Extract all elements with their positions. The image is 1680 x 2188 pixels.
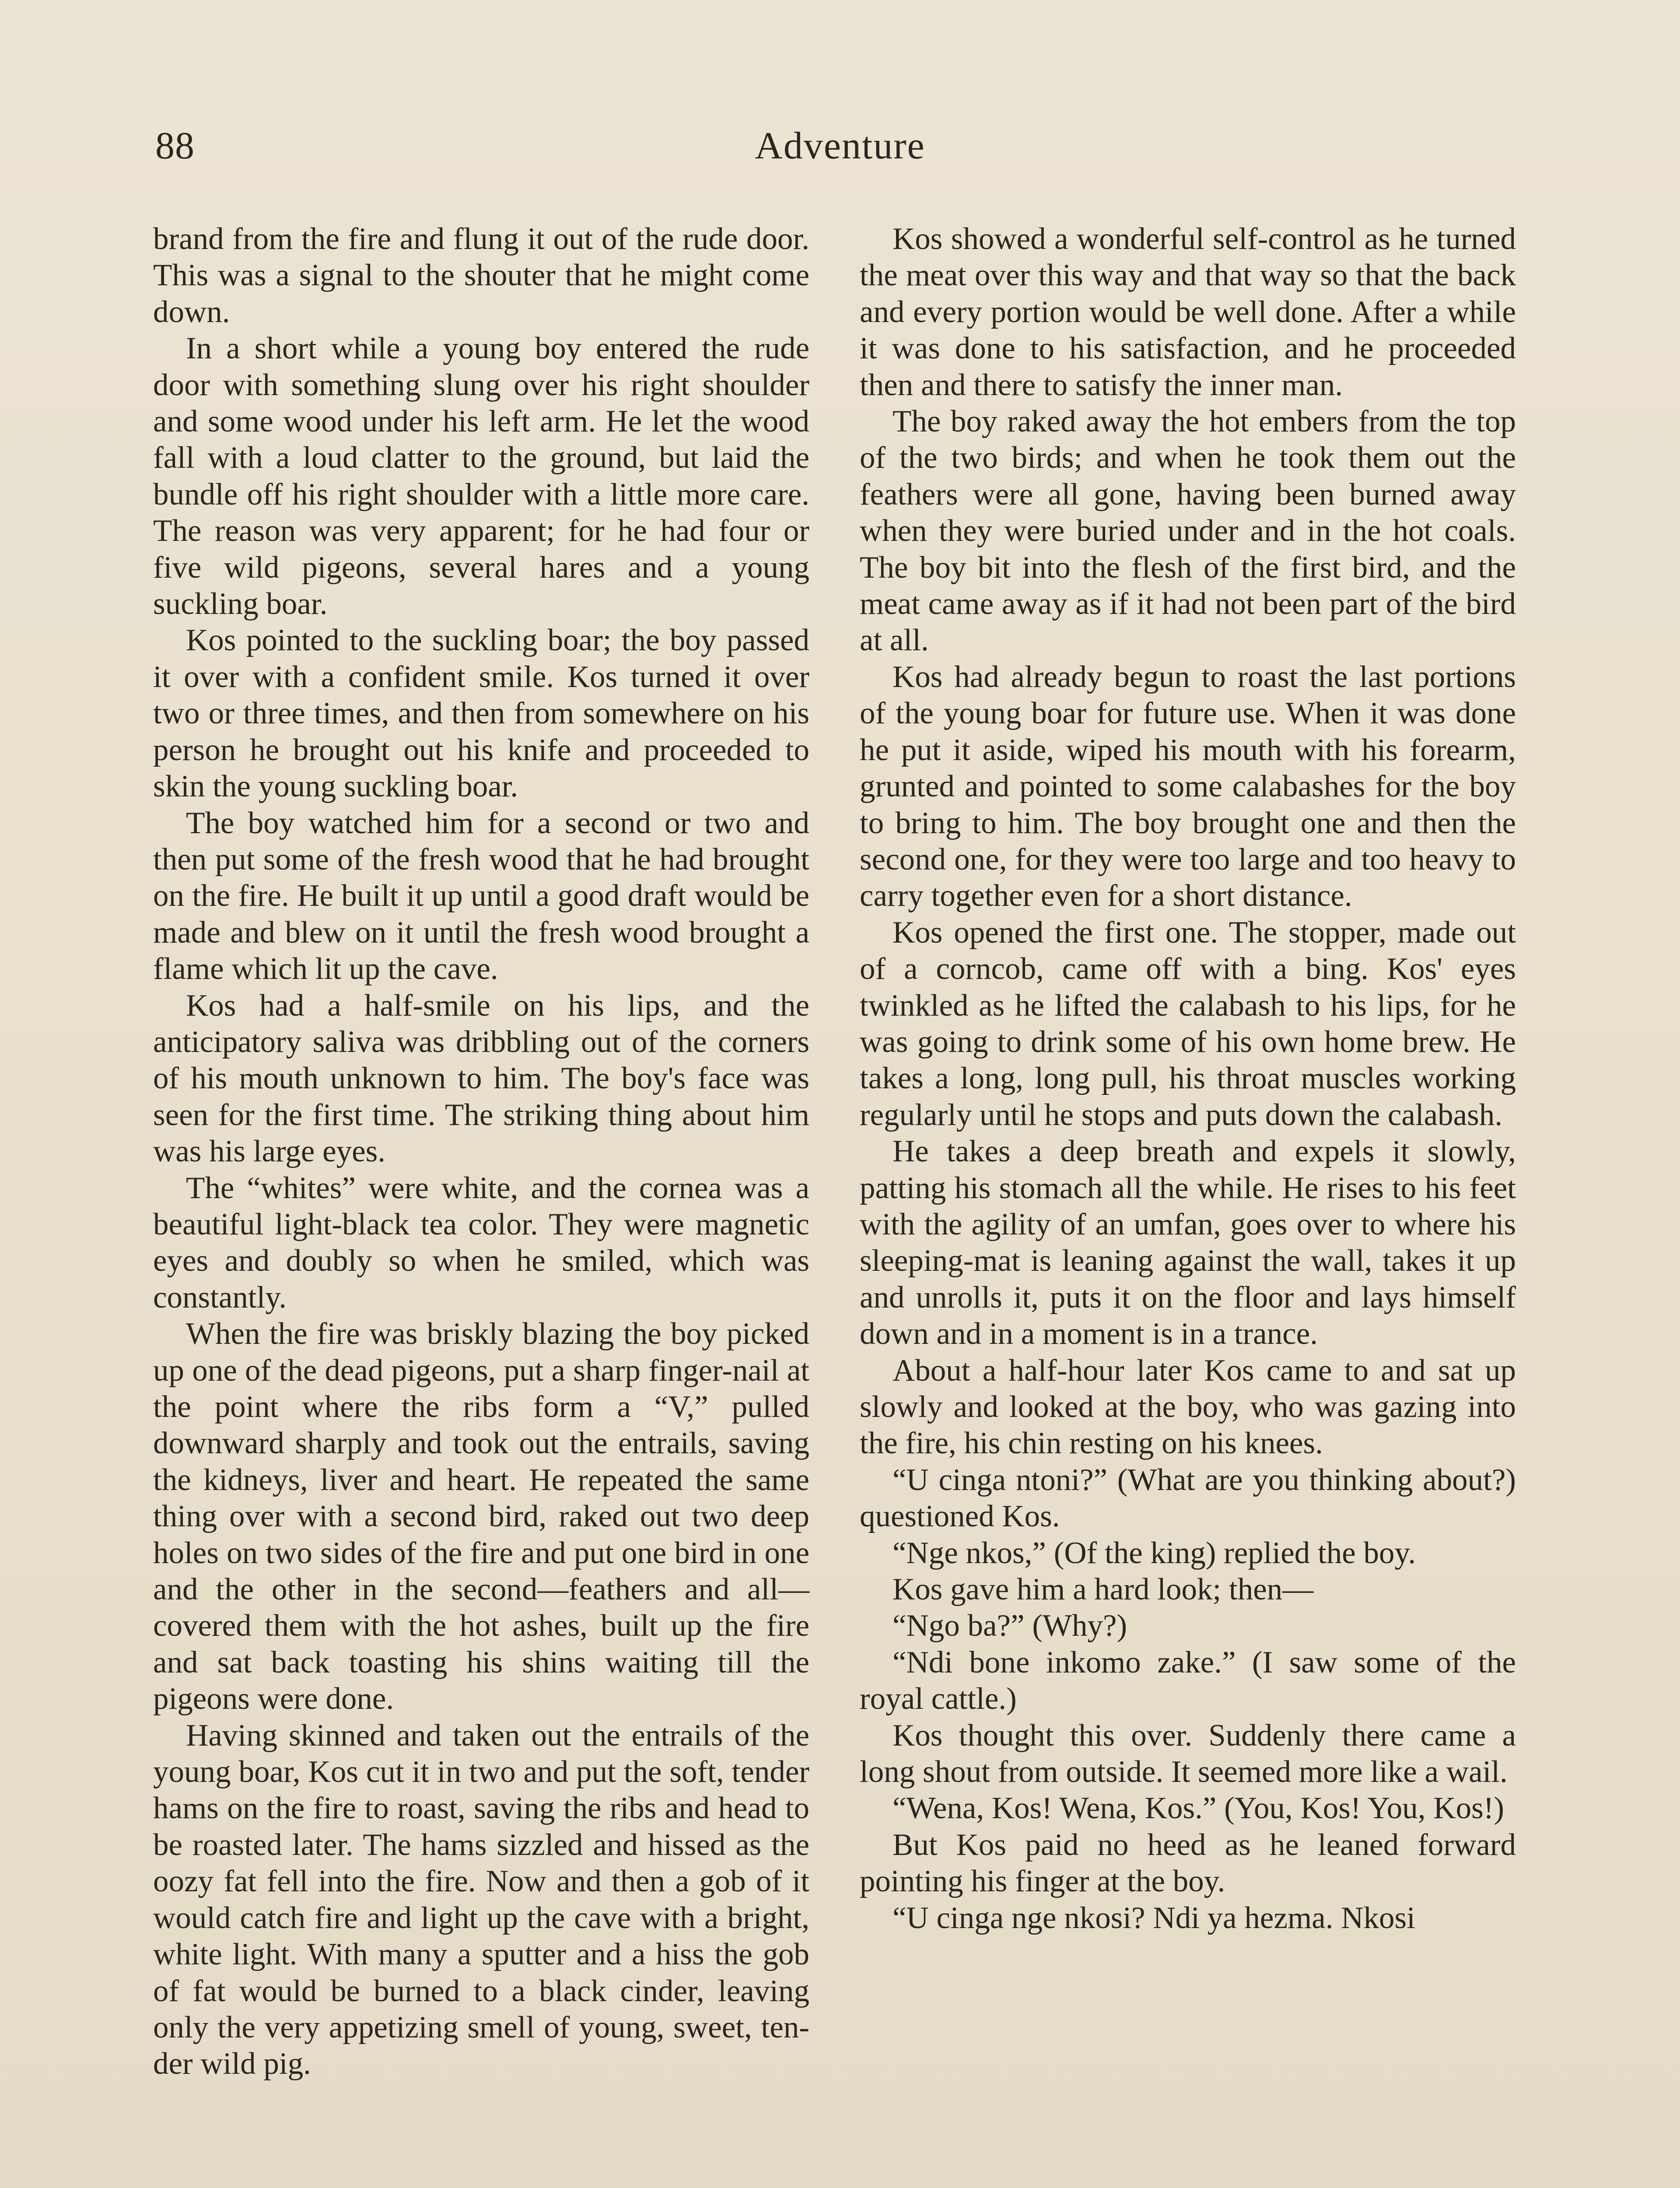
paragraph: When the fire was briskly blazing the boy picked up one of the dead pigeons, put a sharp finger-nail at the point where the ribs form a “V,” pulled downward sharply and took out the entrails, saving the kidneys, liver and heart. He repeated the same thing over with a second bird, raked out two deep holes on two sides of the fire and put one bird in one and the other in the second—feathers and all—covered them with the hot ashes, built up the fire and sat back toasting his shins waiting till the pigeons were done. bbox=[153, 1317, 809, 1716]
paragraph: He takes a deep breath and expels it slowly, patting his stomach all the while. He rises to his feet with the agility of an umfan, goes over to where his sleeping-mat is leaning against the wall, takes it up and unrolls it, puts it on the floor and lays himself down and in a moment is in a trance. bbox=[860, 1134, 1516, 1351]
paragraph: But Kos paid no heed as he leaned forward pointing his finger at the boy. bbox=[860, 1827, 1516, 1899]
paragraph: About a half-hour later Kos came to and sat up slowly and looked at the boy, who was gazing into the fire, his chin resting on his knees. bbox=[860, 1353, 1516, 1461]
page-number: 88 bbox=[155, 125, 195, 167]
paragraph: Kos had a half-smile on his lips, and the anticipatory saliva was dribbling out of the corners of his mouth unknown to him. The boy's face was seen for the first time. The striking thing about him was his large eyes. bbox=[153, 988, 809, 1169]
dialogue-line: “Wena, Kos! Wena, Kos.” (You, Kos! You, Kos!) bbox=[892, 1791, 1504, 1826]
dialogue-line: “U cinga nge nkosi? Ndi ya hezma. Nkosi bbox=[892, 1900, 1415, 1935]
paragraph: Kos had already begun to roast the last portions of the young boar for future use. When it was done he put it aside, wiped his mouth with his forearm, grunted and pointed to some calabashes for the boy to bring to him. The boy brought one and then the second one, for they were too large and too heavy to carry together even for a short distance. bbox=[860, 659, 1516, 913]
right-column bbox=[860, 221, 1516, 1936]
paragraph: The “whites” were white, and the cornea was a beautiful light-black tea color. They were magnetic eyes and doubly so when he smiled, which was constantly. bbox=[153, 1171, 809, 1315]
dialogue-line: “Nge nkos,” (Of the king) replied the boy. bbox=[892, 1536, 1416, 1570]
paragraph: The boy raked away the hot embers from the top of the two birds; and when he took them out the feathers were all gone, having been burned away when they were buried under and in the hot coals. The boy bit into the flesh of the first bird, and the meat came away as if it had not been part of the bird at all. bbox=[860, 404, 1516, 658]
paragraph: brand from the fire and flung it out of the rude door. This was a signal to the shouter that he might come down. bbox=[153, 222, 809, 329]
dialogue-line: “Ndi bone inkomo zake.” (I saw some of the royal cattle.) bbox=[860, 1645, 1516, 1716]
paragraph: Kos showed a wonderful self-control as he turned the meat over this way and that way so that the back and every portion would be well done. After a while it was done to his satisfaction, and he proceeded then and there to satisfy the inner man. bbox=[860, 222, 1516, 402]
paragraph: Kos opened the first one. The stopper, made out of a corncob, came off with a bing. Kos' eyes twinkled as he lifted the calabash to his lips, for he was going to drink some of his own home brew. He takes a long, long pull, his throat muscles working regularly until he stops and puts down the calabash. bbox=[860, 915, 1516, 1132]
paragraph: The boy watched him for a second or two and then put some of the fresh wood that he had brought on the fire. He built it up until a good draft would be made and blew on it until the fresh wood brought a flame which lit up the cave. bbox=[153, 806, 809, 986]
paragraph: Kos pointed to the suckling boar; the boy passed it over with a confident smile. Kos turned it over two or three times, and then from somewhere on his person he brought out his knife and proceeded to skin the young suckling boar. bbox=[153, 623, 809, 804]
paragraph: Kos thought this over. Suddenly there came a long shout from outside. It seemed more like a wail. bbox=[860, 1718, 1516, 1789]
dialogue-line: Kos gave him a hard look; then— bbox=[892, 1572, 1314, 1607]
dialogue-line: “U cinga ntoni?” (What are you thinking about?) questioned Kos. bbox=[860, 1462, 1516, 1534]
paragraph: In a short while a young boy entered the rude door with something slung over his right shoulder and some wood under his left arm. He let the wood fall with a loud clatter to the ground, but laid the bundle off his right shoulder with a little more care. The reason was very apparent; for he had four or five wild pigeons, several hares and a young suckling boar. bbox=[153, 331, 809, 621]
paragraph: Having skinned and taken out the entrails of the young boar, Kos cut it in two and put the soft, tender hams on the fire to roast, saving the ribs and head to be roasted later. The hams sizzled and hissed as the oozy fat fell into the fire. Now and then a gob of it would catch fire and light up the cave with a bright, white light. With many a sputter and a hiss the gob of fat would be burned to a black cinder, leaving only the very appetizing smell of young, sweet, tender wild pig. bbox=[153, 1718, 809, 2081]
running-title: Adventure bbox=[755, 125, 925, 167]
dialogue-line: “Ngo ba?” (Why?) bbox=[892, 1609, 1127, 1643]
left-column bbox=[153, 221, 809, 2083]
